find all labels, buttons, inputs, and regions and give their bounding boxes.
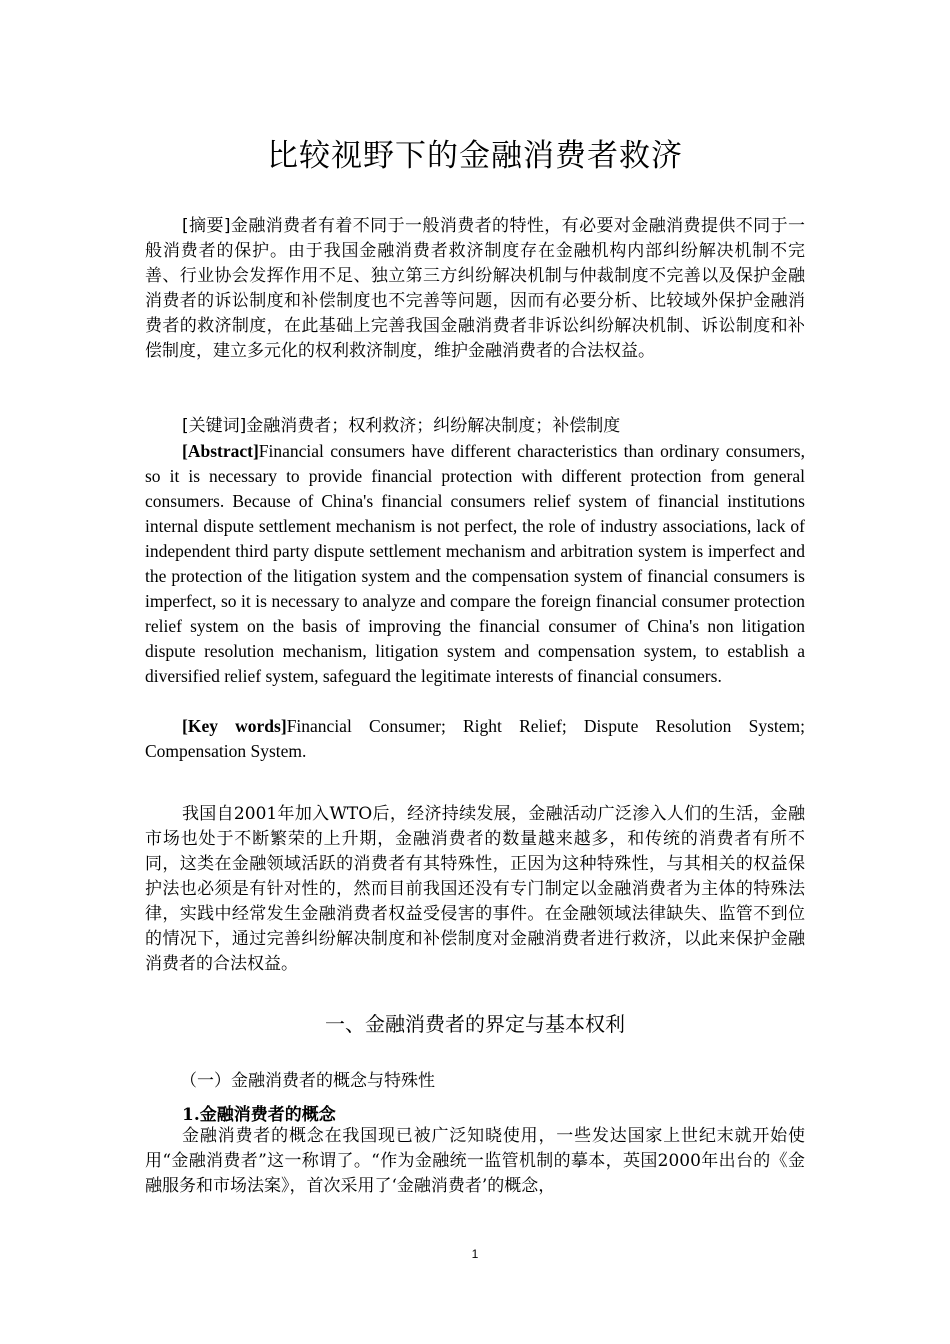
- keywords-cn-text: 金融消费者；权利救济；纠纷解决制度；补偿制度: [246, 416, 621, 436]
- keywords-en-label: [Key words]: [182, 716, 287, 736]
- page-number: 1: [471, 1247, 479, 1261]
- abstract-cn: [145, 214, 805, 364]
- abstract-cn-label: [摘要]: [182, 216, 231, 236]
- abstract-en-label: [Abstract]: [182, 441, 259, 461]
- abstract-en: [145, 439, 805, 689]
- page-title: 比较视野下的金融消费者救济: [267, 138, 683, 174]
- keywords-cn: [145, 414, 805, 439]
- keywords-en-text: Financial Consumer; Right Relief; Dispute Resolution System; Compensation System.: [145, 716, 805, 761]
- body-paragraph: 金融消费者的概念在我国现已被广泛知晓使用，一些发达国家上世纪末就开始使用“金融消费者”这一称谓了。“作为金融统一监管机制的摹本，英国2000年出台的《金融服务和市场法案》，首次采用了‘金融消费者’的概念，: [145, 1126, 805, 1196]
- keywords-cn-label: [关键词]: [182, 416, 247, 436]
- subsubsection-heading: 1.金融消费者的概念: [182, 1105, 336, 1125]
- keywords-en: [145, 714, 805, 764]
- abstract-en-text: Financial consumers have different characteristics than ordinary consumers, so it is necessary to provide financial protection with different protection from general consumers. Because of China's financial consumers relief system of financial institutions internal dispute settlement mechanism is not perfect, the role of industry associations, lack of independent third party dispute settlement mechanism and arbitration system is imperfect and the protection of the litigation system and the compensation system of financial consumers is imperfect, so it is necessary to analyze and compare the foreign financial consumer protection relief system on the basis of improving the financial consumer of China's non litigation dispute resolution mechanism, litigation system and compensation system, to establish a diversified relief system, safeguard the legitimate interests of financial consumers.: [145, 441, 805, 686]
- abstract-cn-text: 金融消费者有着不同于一般消费者的特性，有必要对金融消费提供不同于一般消费者的保护。由于我国金融消费者救济制度存在金融机构内部纠纷解决机制不完善、行业协会发挥作用不足、独立第三方纠纷解决机制与仲裁制度不完善以及保护金融消费者的诉讼制度和补偿制度也不完善等问题，因而有必要分析、比较域外保护金融消费者的救济制度，在此基础上完善我国金融消费者非诉讼纠纷解决机制、诉讼制度和补偿制度，建立多元化的权利救济制度，维护金融消费者的合法权益。: [145, 216, 806, 361]
- intro-paragraph: 我国自2001年加入WTO后，经济持续发展，金融活动广泛渗入人们的生活，金融市场也处于不断繁荣的上升期，金融消费者的数量越来越多，和传统的消费者有所不同，这类在金融领域活跃的消费者有其特殊性，正因为这种特殊性，与其相关的权益保护法也必须是有针对性的，然而目前我国还没有专门制定以金融消费者为主体的特殊法律，实践中经常发生金融消费者权益受侵害的事件。在金融领域法律缺失、监管不到位的情况下，通过完善纠纷解决制度和补偿制度对金融消费者进行救济，以此来保护金融消费者的合法权益。: [145, 804, 805, 974]
- section-heading: 一、金融消费者的界定与基本权利: [325, 1012, 625, 1036]
- subsection-heading: （一）金融消费者的概念与特殊性: [180, 1071, 435, 1091]
